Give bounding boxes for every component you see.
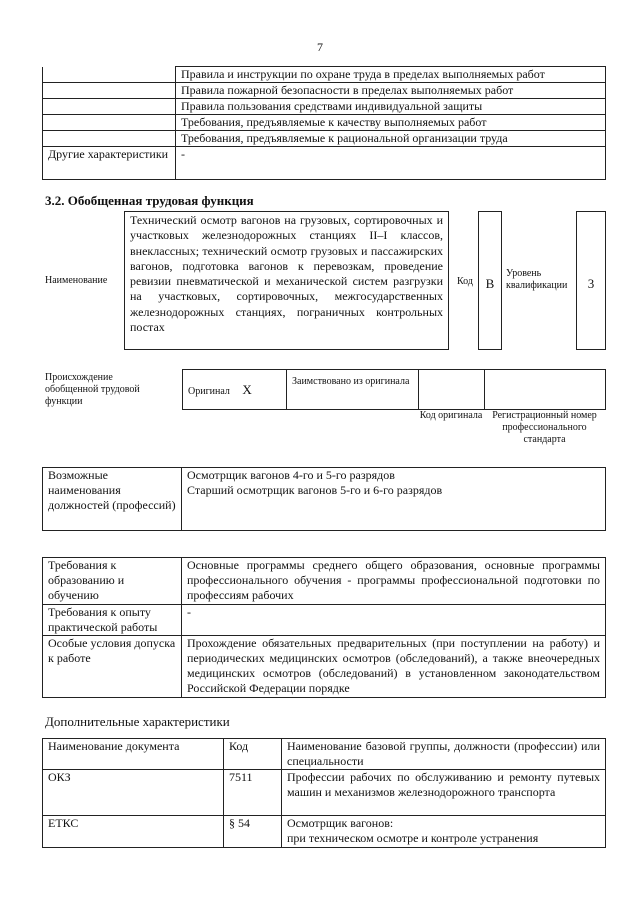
education-value: Основные программы среднего общего образования, основные программы профессионального обучения - программы профессиональной подготовки по профессиям рабочих <box>182 558 606 605</box>
row-doc: ЕТКС <box>43 816 224 848</box>
requirements-table <box>42 557 606 698</box>
other-characteristics-label: Другие характеристики <box>43 147 176 180</box>
knowledge-row: Требования, предъявляемые к рациональной организации труда <box>176 131 606 147</box>
code-label: Код <box>457 276 473 287</box>
borrowed-label: Заимствовано из оригинала <box>287 370 419 410</box>
row-name: Профессии рабочих по обслуживанию и ремонту путевых машин и механизмов железнодорожного транспорта <box>282 770 606 816</box>
section-title: 3.2. Обобщенная трудовая функция <box>45 193 254 208</box>
header-code: Код <box>224 739 282 770</box>
level-box <box>576 211 606 350</box>
code-original-caption: Код оригинала <box>419 410 483 421</box>
education-label: Требования к образованию и обучению <box>43 558 182 605</box>
other-characteristics-value: - <box>176 147 606 180</box>
row-code: § 54 <box>224 816 282 848</box>
positions-table <box>42 467 606 531</box>
level-value: 3 <box>587 276 595 291</box>
code-box <box>478 211 502 350</box>
header-name: Наименование базовой группы, должности (профессии) или специальности <box>282 739 606 770</box>
page-number: 7 <box>317 40 323 54</box>
knowledge-row: Требования, предъявляемые к качеству выполняемых работ <box>176 115 606 131</box>
origin-label: Происхождение обобщенной трудовой функции <box>45 372 140 407</box>
conditions-value: Прохождение обязательных предварительных (при поступлении на работу) и периодических медицинских осмотров (обследований), а также внеочередных медицинских осмотров (обследований) в установленном законодательством Российской Федерации порядке <box>182 636 606 698</box>
level-label: Уровень квалификации <box>506 268 568 291</box>
function-name-text: Технический осмотр вагонов на грузовых, сортировочных и участковых железнодорожных станциях II–I классов, внеклассных; технический осмотр грузовых и пассажирских вагонов, подготовка вагонов к перевозкам, проведение ревизии пневматической и механической систем разгрузки на участковых, сортировочных, межгосударственных железнодорожных станциях, пограничных контрольных постах <box>124 211 449 350</box>
origin-table <box>182 369 606 410</box>
original-mark: X <box>242 381 252 397</box>
positions-label: Возможные наименования должностей (профессий) <box>43 468 182 531</box>
position-item: Старший осмотрщик вагонов 5-го и 6-го разрядов <box>187 483 443 497</box>
experience-label: Требования к опыту практической работы <box>43 605 182 636</box>
row-name: Осмотрщик вагонов: <box>287 816 394 830</box>
reg-number-caption: Регистрационный номер профессионального стандарта <box>492 410 597 445</box>
code-value: B <box>485 276 495 291</box>
conditions-label: Особые условия допуска к работе <box>43 636 182 698</box>
header-doc: Наименование документа <box>43 739 224 770</box>
knowledge-row: Правила и инструкции по охране труда в пределах выполняемых работ <box>176 67 606 83</box>
experience-value: - <box>182 605 606 636</box>
knowledge-table <box>42 66 606 180</box>
position-item: Осмотрщик вагонов 4-го и 5-го разрядов <box>187 468 395 482</box>
code-orig-cell <box>419 370 485 410</box>
knowledge-row: Правила пожарной безопасности в пределах выполняемых работ <box>176 83 606 99</box>
additional-title: Дополнительные характеристики <box>45 714 230 729</box>
row-code: 7511 <box>224 770 282 816</box>
knowledge-row: Правила пользования средствами индивидуальной защиты <box>176 99 606 115</box>
name-label: Наименование <box>45 275 108 286</box>
reg-num-cell <box>485 370 606 410</box>
row-name-continued: при техническом осмотре и контроле устранения <box>287 831 539 845</box>
row-doc: ОКЗ <box>43 770 224 816</box>
original-label: Оригинал <box>188 385 230 397</box>
additional-table <box>42 738 606 848</box>
